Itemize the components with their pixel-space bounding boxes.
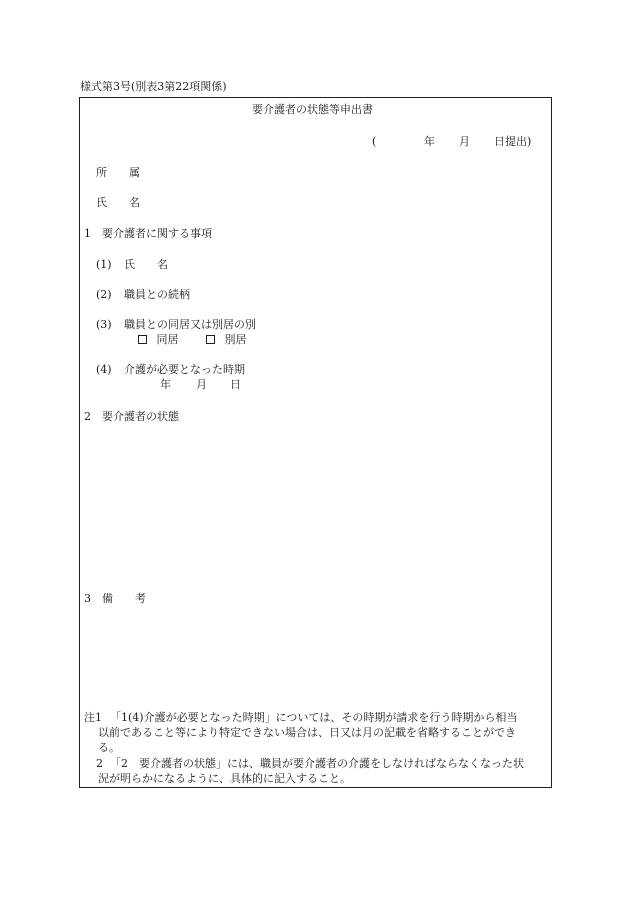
item1-number: (1) <box>96 258 112 271</box>
submission-day-label: 日提出) <box>494 135 532 148</box>
item3-label: 職員との同居又は別居の別 <box>124 318 256 331</box>
care-start-day-label: 日 <box>230 378 241 391</box>
submission-open-paren: ( <box>372 135 377 148</box>
item2-number: (2) <box>96 288 112 301</box>
note1-line3: る。 <box>98 741 120 754</box>
note2-line1: 「2 要介護者の状態」には、職員が要介護者の介護をしなければならなくなった状 <box>110 757 524 770</box>
section3-heading: 3 備 考 <box>84 592 146 605</box>
separate-option[interactable] <box>206 333 247 347</box>
item3-number: (3) <box>96 318 112 331</box>
item4-label: 介護が必要となった時期 <box>124 363 245 376</box>
cohabit-label: 同居 <box>156 333 179 346</box>
section1-heading: 1 要介護者に関する事項 <box>84 227 212 240</box>
note2-prefix: 2 <box>96 757 103 770</box>
separate-checkbox[interactable] <box>206 335 215 344</box>
form-title: 要介護者の状態等申出書 <box>252 103 373 116</box>
section2-heading: 2 要介護者の状態 <box>84 410 179 423</box>
submission-year-label: 年 <box>424 135 435 148</box>
cohabit-checkbox[interactable] <box>138 335 147 344</box>
submission-month-label: 月 <box>459 135 470 148</box>
item4-number: (4) <box>96 363 112 376</box>
note1-line2: 以前であること等により特定できない場合は、日又は月の記載を省略することができ <box>98 726 516 739</box>
note2-line2: 況が明らかになるように、具体的に記入すること。 <box>98 772 351 785</box>
form-frame <box>79 97 552 788</box>
care-start-month-label: 月 <box>196 378 207 391</box>
cohabit-option[interactable] <box>138 333 179 347</box>
separate-label: 別居 <box>224 333 247 346</box>
care-start-year-label: 年 <box>160 378 171 391</box>
item2-label: 職員との続柄 <box>124 288 190 301</box>
item1-label: 氏 名 <box>124 258 168 271</box>
form-number: 様式第3号(別表3第22項関係) <box>80 80 227 93</box>
note1-line1: 「1(4)介護が必要となった時期」については、その時期が請求を行う時期から相当 <box>110 711 518 724</box>
affiliation-label: 所 属 <box>96 166 140 179</box>
note1-prefix: 注1 <box>84 711 102 724</box>
applicant-name-label: 氏 名 <box>96 196 140 209</box>
